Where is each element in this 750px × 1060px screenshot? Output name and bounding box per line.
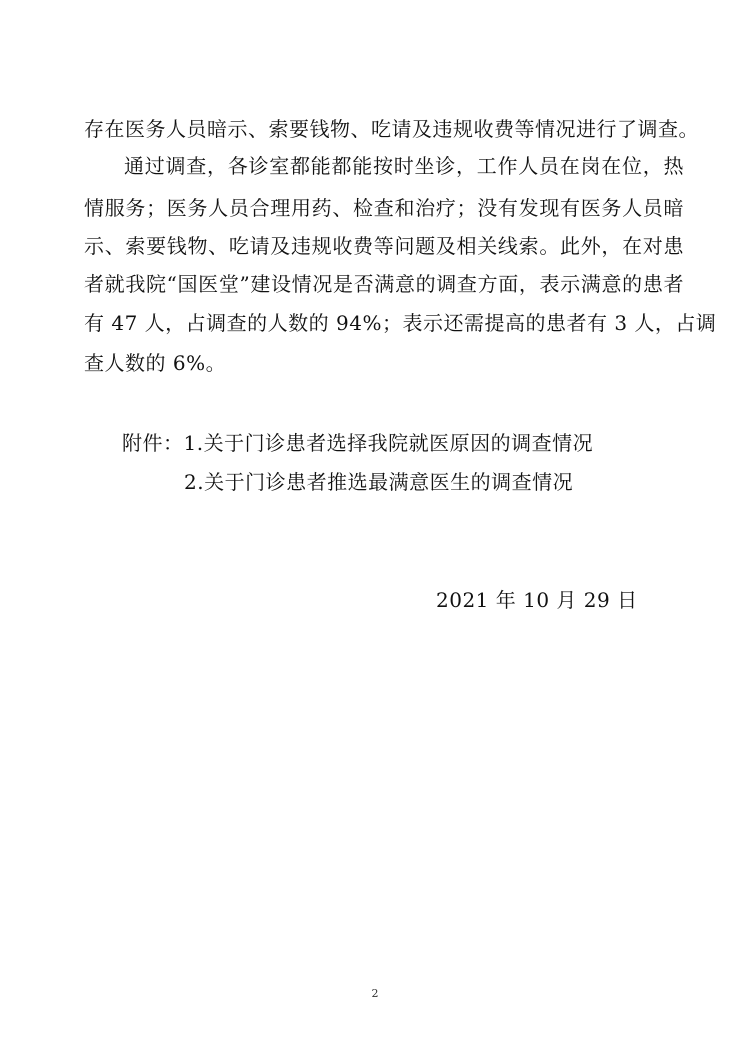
paragraph-line-5: 者就我院“国医堂”建设情况是否满意的调查方面，表示满意的患者: [84, 272, 684, 296]
paragraph-line-1: 存在医务人员暗示、索要钱物、吃请及违规收费等情况进行了调查。: [84, 117, 699, 141]
paragraph-line-7: 查人数的 6%。: [84, 351, 227, 375]
attachment-item-1: 附件：1.关于门诊患者选择我院就医原因的调查情况: [122, 431, 594, 455]
paragraph-line-6: 有 47 人，占调查的人数的 94%；表示还需提高的患者有 3 人，占调: [84, 311, 717, 335]
paragraph-line-3: 情服务；医务人员合理用药、检查和治疗；没有发现有医务人员暗: [84, 196, 684, 220]
paragraph-line-2: 通过调查，各诊室都能都能按时坐诊，工作人员在岗在位，热: [124, 154, 684, 178]
document-date: 2021 年 10 月 29 日: [436, 588, 638, 612]
page-number: 2: [371, 987, 379, 1000]
attachment-item-2: 2.关于门诊患者推选最满意医生的调查情况: [184, 470, 574, 494]
paragraph-line-4: 示、索要钱物、吃请及违规收费等问题及相关线索。此外，在对患: [84, 234, 684, 258]
